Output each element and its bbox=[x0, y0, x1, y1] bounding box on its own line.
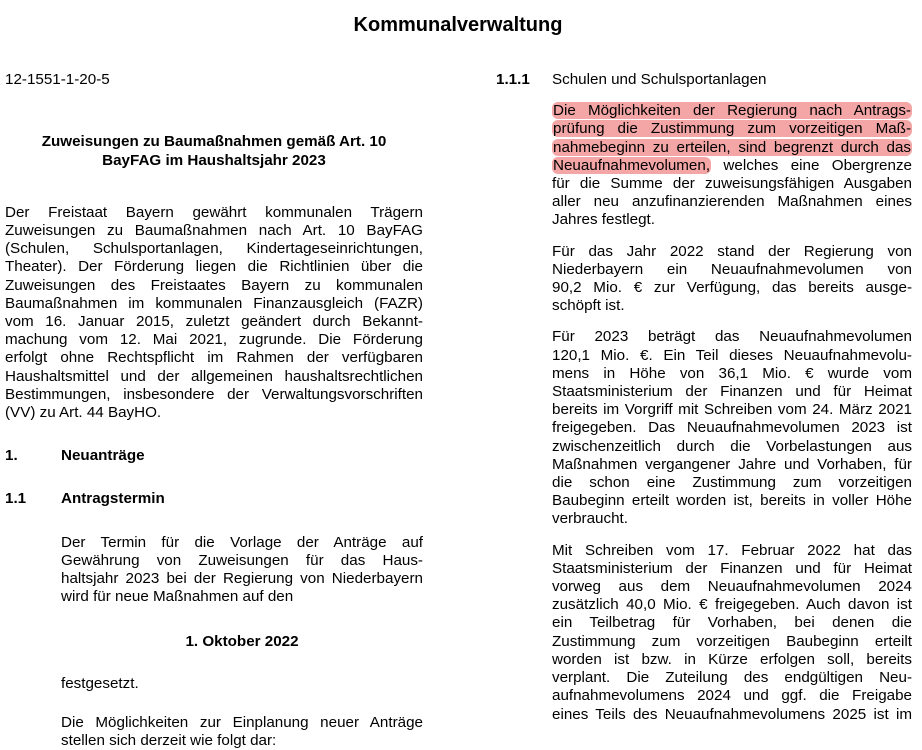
text-line: Maßnahmen vergangener Jahre und Vorhaben, für bbox=[552, 455, 912, 473]
highlighted-paragraph bbox=[552, 102, 912, 229]
page-title: Kommunalverwaltung bbox=[353, 14, 563, 36]
left-column bbox=[5, 71, 423, 750]
section-heading bbox=[5, 447, 423, 465]
text-line: für die Summe der zuweisungsfähigen Ausgaben bbox=[552, 175, 912, 193]
highlighted-text: Neuaufnahmevolumen, bbox=[553, 156, 711, 174]
text-line: freigegeben. Das Neuaufnahmevolumen 2023 ist bbox=[552, 419, 912, 437]
right-column bbox=[496, 71, 912, 724]
text-line: machung vom 12. Mai 2021, zugrunde. Die Förderung bbox=[5, 331, 423, 349]
text-line bbox=[552, 139, 912, 157]
text-line: 120,1 Mio. €. Ein Teil dieses Neuaufnahmevolu- bbox=[552, 346, 912, 364]
text-line: bereits im Vorgriff mit Schreiben vom 24. März 2021 bbox=[552, 401, 912, 419]
subsection-heading bbox=[5, 490, 423, 508]
text-line: haltsjahr 2023 bei der Regierung von Niederbayern bbox=[61, 570, 423, 588]
text-line: Zuweisungen des Freistaates Bayern zu kommunalen bbox=[5, 276, 423, 294]
text-line: Zuweisungen zu Baumaßnahmen nach Art. 10 BayFAG bbox=[5, 222, 423, 239]
text-line: Für 2023 beträgt das Neuaufnahmevolumen bbox=[552, 328, 912, 346]
text-line: Bestimmungen, insbesondere der Verwaltungsvorschriften bbox=[5, 385, 423, 403]
subsubsection-heading bbox=[496, 71, 912, 89]
text-line: Staatsministerium der Finanzen und für Heimat bbox=[552, 383, 912, 401]
section-title: Schulen und Schulsportanlagen bbox=[552, 71, 767, 88]
section-number: 1.1.1 bbox=[496, 71, 530, 88]
text-line: 90,2 Mio. € zur Verfügung, das bereits ausge- bbox=[552, 279, 912, 297]
volume-2024-paragraph bbox=[552, 542, 912, 724]
text-line: erfolgt ohne Rechtspflicht im Rahmen der verfügbaren bbox=[5, 349, 423, 367]
text-line: eines Teils des Neuaufnahmevolumens 2025 ist im bbox=[552, 705, 912, 723]
antragstermin-paragraph bbox=[61, 534, 423, 607]
highlighted-text: Die Möglichkeiten der Regierung nach Antrags- bbox=[553, 102, 911, 120]
text-line: schöpft ist. bbox=[552, 297, 625, 315]
text-line: (VV) zu Art. 44 BayHO. bbox=[5, 404, 162, 422]
moeglichkeiten-paragraph bbox=[61, 714, 423, 750]
highlighted-text: nahmebeginn zu erteilen, sind begrenzt durch das bbox=[553, 138, 911, 156]
heading-line: BayFAG im Haushaltsjahr 2023 bbox=[102, 151, 326, 169]
text-line: Der Termin für die Vorlage der Anträge auf bbox=[61, 533, 423, 551]
section-number: 1. bbox=[5, 447, 18, 465]
text-line: ein Teilbetrag für Vorhaben, bei denen die bbox=[552, 614, 912, 632]
section-title: Antragstermin bbox=[61, 490, 165, 508]
text-line: worden ist bzw. in Kürze erfolgen soll, bereits bbox=[552, 650, 912, 668]
text-line: Der Freistaat Bayern gewährt kommunalen Trägern bbox=[5, 203, 423, 221]
text-line bbox=[552, 102, 912, 120]
deadline-date: 1. Oktober 2022 bbox=[185, 633, 299, 651]
text-line: Für das Jahr 2022 stand der Regierung von bbox=[552, 242, 912, 260]
text-line: aller neu anzufinanzierenden Maßnahmen eines bbox=[552, 193, 912, 211]
section-number: 1.1 bbox=[5, 490, 27, 508]
document-heading bbox=[5, 133, 423, 170]
text-fragment: welches eine Obergrenze bbox=[711, 156, 912, 174]
text-line: vorweg aus dem Neuaufnahmevolumen 2024 bbox=[552, 578, 912, 596]
intro-paragraph bbox=[5, 204, 423, 422]
text-line: mens in Höhe von 36,1 Mio. € wurde vom bbox=[552, 364, 912, 382]
section-title: Neuanträge bbox=[61, 447, 145, 465]
reference-number: 12-1551-1-20-5 bbox=[5, 71, 110, 88]
text-line: Zustimmung zum vorzeitigen Baubeginn erteilt bbox=[552, 632, 912, 650]
text-line: (Schulen, Schulsportanlagen, Kindertageseinrichtungen, bbox=[5, 240, 423, 258]
highlighted-text: prüfung die Zustimmung zum vorzeitigen Maß- bbox=[553, 120, 911, 138]
festgesetzt-text: festgesetzt. bbox=[61, 674, 139, 692]
volume-2022-paragraph bbox=[552, 243, 912, 316]
text-line: zusätzlich 40,0 Mio. € freigegeben. Auch davon ist bbox=[552, 596, 912, 614]
text-line: Niederbayern ein Neuaufnahmevolumen von bbox=[552, 260, 912, 278]
text-line: verplant. Die Zuteilung des endgültigen Neu- bbox=[552, 669, 912, 687]
text-line bbox=[552, 120, 912, 138]
text-line: Theater). Der Förderung liegen die Richtlinien über die bbox=[5, 258, 423, 276]
text-line: Baubeginn erteilt worden ist, bereits in voller Höhe bbox=[552, 492, 912, 510]
text-line: Staatsministerium der Finanzen und für Heimat bbox=[552, 559, 912, 577]
text-line: Baumaßnahmen im kommunalen Finanzausgleich (FAZR) bbox=[5, 294, 423, 312]
heading-line: Zuweisungen zu Baumaßnahmen gemäß Art. 10 bbox=[41, 133, 387, 151]
volume-2023-paragraph bbox=[552, 328, 912, 528]
text-line: Mit Schreiben vom 17. Februar 2022 hat das bbox=[552, 541, 912, 559]
text-line: Jahres festlegt. bbox=[552, 211, 655, 229]
text-line: Gewährung von Zuweisungen für das Haus- bbox=[61, 551, 423, 569]
text-line: stellen sich derzeit wie folgt dar: bbox=[61, 732, 277, 750]
text-line: Die Möglichkeiten zur Einplanung neuer Anträge bbox=[61, 713, 423, 731]
text-line: Haushaltsmittel und der allgemeinen haushaltsrechtlichen bbox=[5, 367, 423, 385]
text-line bbox=[552, 157, 912, 175]
text-line: verbraucht. bbox=[552, 510, 628, 528]
text-line: vom 16. Januar 2015, zuletzt geändert durch Bekannt- bbox=[5, 313, 423, 331]
text-line: aufnahmevolumens 2024 und ggf. die Freigabe bbox=[552, 687, 912, 705]
text-line: wird für neue Maßnahmen auf den bbox=[61, 588, 294, 606]
text-line: zwischenzeitlich durch die Vorbelastungen aus bbox=[552, 437, 912, 455]
text-line: die schon eine Zustimmung zum vorzeitigen bbox=[552, 474, 912, 492]
